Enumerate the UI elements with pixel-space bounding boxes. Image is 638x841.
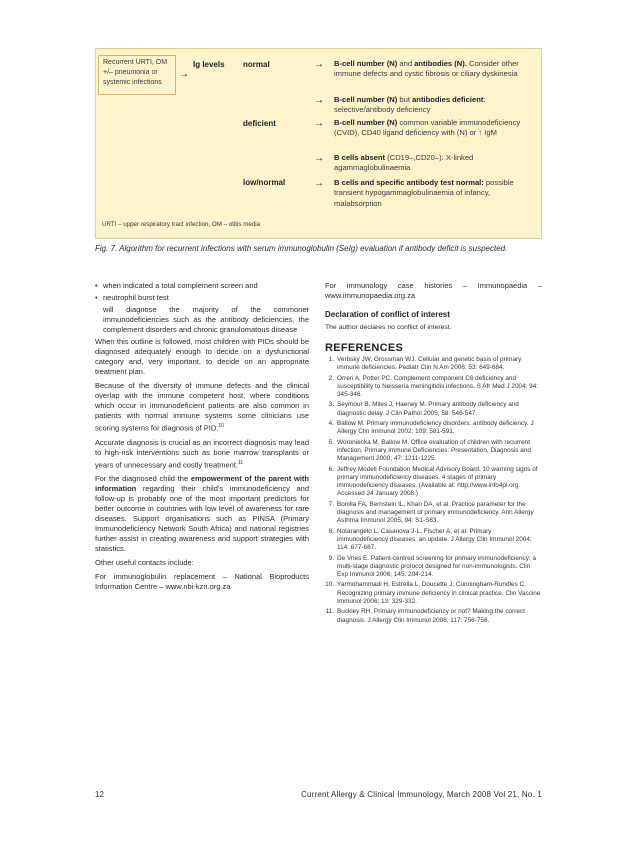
figure-footnote: URTI – upper respiratory tract infection, OM – otitis media — [102, 221, 261, 228]
figure-caption: Fig. 7. Algorithm for recurrent infections with serum immunoglobulin (SeIg) evaluation if antibody deficit is suspected. — [95, 244, 508, 253]
bullet-item: • when indicated a total complement screen and — [95, 281, 258, 290]
algorithm-figure — [95, 48, 542, 239]
reference-list — [325, 356, 542, 625]
arrow-icon: → — [314, 118, 324, 129]
link-paragraph[interactable]: For immunoglobulin replacement – National Bioproducts Information Centre – www.nbi-kzn.org.za — [95, 572, 309, 591]
references-heading: REFERENCES — [325, 342, 404, 354]
reference-item: 5. Woroniecka M, Ballow M. Office evaluation of children with recurrent infection. Primary Immune Deficiencies: Presentation, Diagnosis and Management 2000; 47: 1211-1225. — [328, 438, 531, 463]
journal-footer: Current Allergy & Clinical Immunology, March 2008 Vol 21, No. 1 — [300, 790, 542, 799]
bullet-continuation: will diagnose the majority of the commoner immunodeficiencies such as the antibody deficiencies, the complement disorders and chronic granulomatous disease — [103, 305, 309, 334]
reference-item: 2. Orren A, Potter PC. Complement component C6 deficiency and susceptibility to Neisseria meningitidis infections. S Afr Med J 2004; 94: 345-346. — [328, 374, 539, 399]
level-deficient: deficient — [243, 119, 276, 128]
link-paragraph[interactable]: For immunology case histories – Immunopaedia – www.immunopaedia.org.za — [325, 281, 542, 300]
reference-item: 7. Bonilla FA, Bernstein IL, Khan DA, et al. Practice parameter for the diagnosis and management of primary immunodeficiency. Ann Allergy Asthma Immunol 2005; 94: S1-S63. — [328, 500, 534, 525]
arrow-icon: → — [314, 178, 324, 189]
result-cvid: B-cell number (N) common variable immunodeficiency (CVID), CD40 ligand deficiency with (N) or ↑ IgM — [334, 118, 521, 138]
result-transient: B cells and specific antibody test normal: possible transient hypogammaglobulinaemia of infancy, malabsorption — [334, 178, 514, 208]
start-label-line: Recurrent URTI, OM — [103, 59, 168, 66]
bullet-icon: • — [95, 281, 98, 290]
result-normal-normal: B-cell number (N) and antibodies (N). Consider other immune defects and cystic fibrosis or ciliary dyskinesia — [334, 59, 519, 79]
result-xla: B cells absent (CD19–,CD20–): X-linked agammaglobulinaemia — [334, 153, 474, 173]
paragraph: Other useful contacts include: — [95, 558, 194, 567]
reference-item: 8. Notarangelo L, Casanova J-L, Fischer A, et al. Primary immunodeficiency diseases: an update. J Allergy Clin Immunol 2004; 114: 677-687. — [328, 527, 532, 552]
bullet-item: • neutrophil burst test — [95, 293, 169, 302]
arrow-icon: → — [314, 153, 324, 164]
paragraph: Because of the diversity of immune defects and the clinical overlap with the immune competent host, where conditions which occur in immunodeficient patients are also common in patients with normal immune systems some clinicians use scoring systems for diagnosis of PID.$^{10}$ — [95, 381, 309, 433]
start-node — [98, 55, 176, 95]
start-label-line: +/– pneumonia or — [103, 69, 158, 76]
paragraph: Accurate diagnosis is crucial as an incorrect diagnosis may lead to high-risk interventions such as bone marrow transplants or years of unnecessary and costly treatment.$^{11}$ — [95, 437, 309, 469]
paragraph: When this outline is followed, most children with PIDs should be diagnosed adequately enough to decide on a dysfunctional category and, very important, to decide on an appropriate treatment plan. — [95, 337, 309, 376]
reference-item: 3. Seymour B, Miles J, Haeney M. Primary antibody deficiency and diagnostic delay. J Clin Pathol 2005; 58: 546-547. — [328, 401, 519, 417]
reference-item: 11. Buckley RH. Primary immunodeficiency or not? Making the correct diagnosis. J Allergy Clin Immunol 2006; 117: 756-758. — [325, 608, 525, 624]
paragraph: For the diagnosed child the empowerment of the parent with information regarding their child’s immunodeficiency and follow-up is probably one of the most important predictors for better outcome in countries with low level of awareness for rare diseases. Support organisations such as PINSA (Primary Immunodeficiency Network South Africa) and national registries further assist in creating awareness and support strategies with statistics. — [95, 474, 309, 553]
arrow-icon: → — [314, 95, 324, 106]
bullet-icon: • — [95, 293, 98, 302]
result-selective-deficiency: B-cell number (N) but antibodies deficient: selective/antibody deficiency — [334, 95, 486, 115]
conflict-heading: Declaration of conflict of interest — [325, 310, 450, 319]
right-column — [325, 281, 542, 627]
level-low-normal: low/normal — [243, 178, 286, 187]
reference-item: 4. Ballow M. Primary immunodeficiency disorders: antibody deficiency. J Allergy Clin Immunol 2002; 109: 581-591. — [328, 420, 534, 436]
reference-item: 1. Verbsky JW, Grossman WJ. Cellular and genetic basis of primary immune deficiencies. Pediatr Clin N Am 2006; 53: 649-684. — [328, 356, 522, 372]
reference-item: 9. De Vries E. Patient-centred screening for primary immunodeficiency: a multi-stage diagnostic protocol designed for non-immunologists. Clin Exp Immunol 2006; 145: 204-214. — [328, 554, 537, 579]
left-column — [95, 281, 309, 592]
arrow-icon: → — [314, 59, 324, 70]
reference-item: 6. Jeffrey Modell Foundation Medical Advisory Board. 10 warning signs of primary immunodeficiency diseases. 4 stages of primary immunodeficiency diseases. (Available at: http://www.info4pi.org. Accessed 24 January 2008.) — [328, 465, 538, 498]
page-number: 12 — [95, 790, 104, 799]
level-normal: normal — [243, 60, 270, 69]
conflict-text: The author declares no conflict of interest. — [325, 324, 452, 331]
start-label-line: systemic infections — [103, 79, 162, 86]
ig-levels-node: Ig levels — [193, 60, 225, 69]
reference-item: 10. Yarmohammadi H, Estrella L, Doucette J, Cunningham-Rundles C. Recognizing primary immune deficiency in clinical practice. Clin Vaccine Immunol 2006; 13: 329-332. — [325, 581, 541, 606]
arrow-icon: → — [179, 69, 189, 80]
